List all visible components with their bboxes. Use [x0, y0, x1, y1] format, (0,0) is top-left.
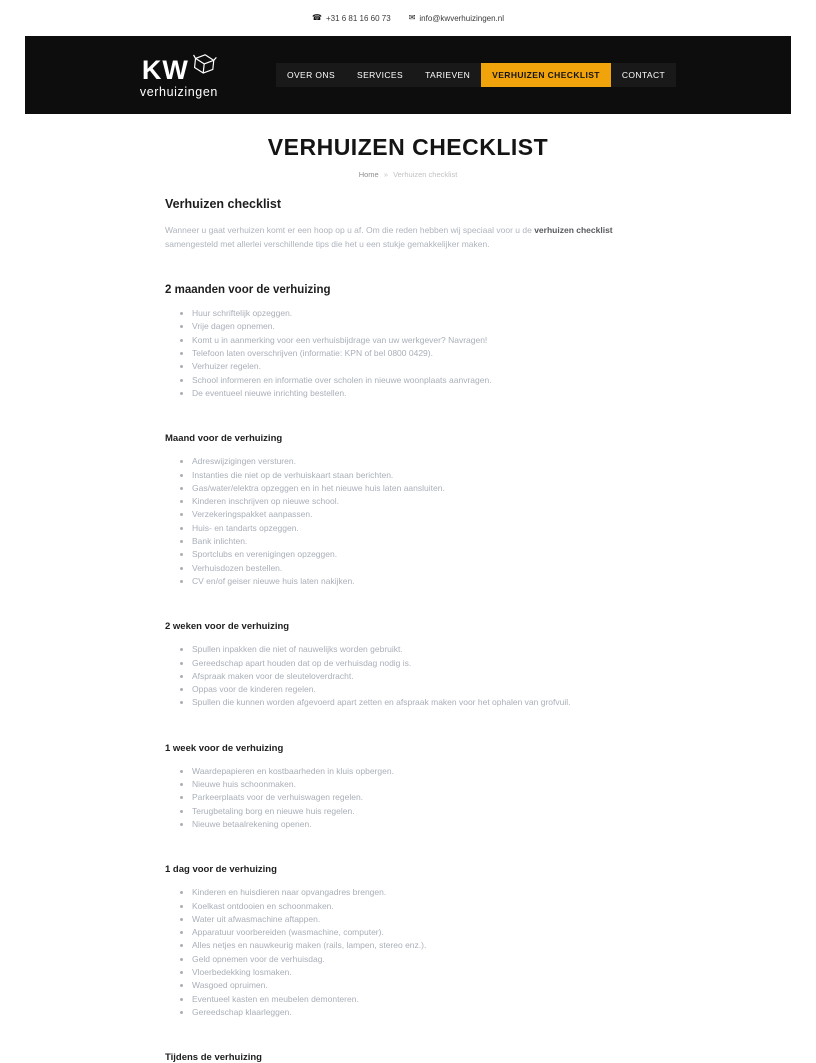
checklist-item: • Koelkast ontdooien en schoonmaken. — [192, 900, 651, 913]
checklist-item: • CV en/of geiser nieuwe huis laten nakijken. — [192, 575, 651, 588]
nav-services[interactable]: SERVICES — [357, 70, 404, 80]
content-heading: Verhuizen checklist — [165, 197, 282, 211]
checklist-item: • Geld opnemen voor de verhuisdag. — [192, 953, 651, 966]
logo-subtext: verhuizingen — [139, 84, 218, 99]
checklist-item: • Spullen inpakken die niet of nauwelijks worden gebruikt. — [192, 643, 651, 656]
checklist-section — [165, 284, 651, 400]
checklist-item: • Vloerbedekking losmaken. — [192, 966, 651, 979]
page-title: VERHUIZEN CHECKLIST — [267, 134, 549, 160]
checklist-section — [165, 743, 651, 831]
checklist — [165, 765, 651, 831]
checklist-item: • Nieuwe betaalrekening openen. — [192, 818, 651, 831]
checklist-item: • Vrije dagen opnemen. — [192, 320, 651, 333]
checklist-item: • Bank inlichten. — [192, 535, 651, 548]
checklist-item: • Gereedschap apart houden dat op de verhuisdag nodig is. — [192, 657, 651, 670]
nav-contact[interactable]: CONTACT — [621, 70, 666, 80]
checklist-item: • Eventueel kasten en meubelen demonteren. — [192, 993, 651, 1006]
checklist-item: • Apparatuur voorbereiden (wasmachine, computer). — [192, 926, 651, 939]
checklist-item: • Instanties die niet op de verhuiskaart staan berichten. — [192, 469, 651, 482]
topbar-phone-label: +31 6 81 16 60 73 — [325, 13, 391, 23]
logo-text: KW — [141, 55, 189, 86]
checklist-item: • Terugbetaling borg en nieuwe huis regelen. — [192, 805, 651, 818]
checklist-item: • Afspraak maken voor de sleuteloverdracht. — [192, 670, 651, 683]
checklist-item: • Verhuizer regelen. — [192, 360, 651, 373]
topbar-email[interactable] — [409, 14, 504, 23]
nav-over-ons[interactable]: OVER ONS — [286, 70, 336, 80]
intro-text-before: Wanneer u gaat verhuizen komt er een hoop op u af. Om die reden hebben wij speciaal voor u de — [165, 225, 535, 235]
checklist-item: • Komt u in aanmerking voor een verhuisbijdrage van uw werkgever? Navragen! — [192, 334, 651, 347]
breadcrumb-separator: » — [383, 170, 388, 179]
checklist-item: • Water uit afwasmachine aftappen. — [192, 913, 651, 926]
site-header — [25, 36, 791, 114]
intro-text-bold: verhuizen checklist — [534, 225, 613, 235]
checklist-item: • De eventueel nieuwe inrichting bestellen. — [192, 387, 651, 400]
checklist-item: • Adreswijzigingen versturen. — [192, 455, 651, 468]
checklist-item: • Oppas voor de kinderen regelen. — [192, 683, 651, 696]
logo[interactable] — [140, 52, 218, 99]
checklist-section — [165, 433, 651, 588]
checklist — [165, 886, 651, 1019]
checklist-item: • Waardepapieren en kostbaarheden in kluis opbergen. — [192, 765, 651, 778]
checklist-item: • School informeren en informatie over scholen in nieuwe woonplaats aanvragen. — [192, 374, 651, 387]
checklist — [165, 643, 651, 709]
checklist-item: • Verhuisdozen bestellen. — [192, 562, 651, 575]
breadcrumb — [0, 170, 816, 179]
checklist-item: • Huis- en tandarts opzeggen. — [192, 522, 651, 535]
checklist-sections — [165, 284, 651, 1063]
checklist-item: • Verzekeringspakket aanpassen. — [192, 508, 651, 521]
section-title: 2 weken voor de verhuizing — [165, 621, 290, 633]
checklist-section — [165, 621, 651, 709]
intro-text-after: samengesteld met allerlei verschillende tips die het u een stukje gemakkelijker maken. — [165, 238, 490, 249]
checklist-item: • Parkeerplaats voor de verhuiswagen regelen. — [192, 791, 651, 804]
checklist — [165, 455, 651, 588]
nav-tarieven[interactable]: TARIEVEN — [425, 70, 471, 80]
checklist-item: • Gas/water/elektra opzeggen en in het nieuwe huis laten aansluiten. — [192, 482, 651, 495]
checklist-item: • Gereedschap klaarleggen. — [192, 1006, 651, 1019]
section-title: Tijdens de verhuizing — [165, 1052, 262, 1063]
checklist-item: • Kinderen en huisdieren naar opvangadres brengen. — [192, 886, 651, 899]
checklist-item: • Spullen die kunnen worden afgevoerd apart zetten en afspraak maken voor het ophalen van grofvuil. — [192, 696, 651, 709]
intro-paragraph — [165, 224, 651, 251]
checklist-section — [165, 1052, 651, 1063]
checklist-item: • Nieuwe huis schoonmaken. — [192, 778, 651, 791]
topbar-phone[interactable] — [312, 14, 391, 23]
checklist-item: • Kinderen inschrijven op nieuwe school. — [192, 495, 651, 508]
checklist-item: • Telefoon laten overschrijven (informatie: KPN of bel 0800 0429). — [192, 347, 651, 360]
section-title: 2 maanden voor de verhuizing — [165, 284, 331, 297]
phone-icon: ☎ — [311, 13, 322, 22]
checklist — [165, 307, 651, 400]
section-title: 1 week voor de verhuizing — [165, 742, 284, 754]
checklist-content — [165, 197, 651, 1063]
section-title: Maand voor de verhuizing — [165, 433, 283, 445]
envelope-icon: ✉ — [408, 13, 416, 22]
checklist-item: • Sportclubs en verenigingen opzeggen. — [192, 548, 651, 561]
checklist-item: • Wasgoed opruimen. — [192, 979, 651, 992]
checklist-section — [165, 864, 651, 1019]
checklist-item: • Alles netjes en nauwkeurig maken (rails, lampen, stereo enz.). — [192, 939, 651, 952]
checklist-item: • Huur schriftelijk opzeggen. — [192, 307, 651, 320]
main-content — [0, 114, 816, 1063]
topbar-email-label: info@kwverhuizingen.nl — [419, 13, 504, 23]
nav-verhuizen-checklist[interactable]: VERHUIZEN CHECKLIST — [481, 63, 611, 87]
breadcrumb-current: Verhuizen checklist — [393, 170, 458, 179]
box-icon — [191, 50, 218, 79]
breadcrumb-home-link[interactable]: Home — [358, 170, 379, 179]
main-nav — [276, 63, 676, 87]
topbar — [0, 0, 816, 36]
section-title: 1 dag voor de verhuizing — [165, 864, 277, 876]
